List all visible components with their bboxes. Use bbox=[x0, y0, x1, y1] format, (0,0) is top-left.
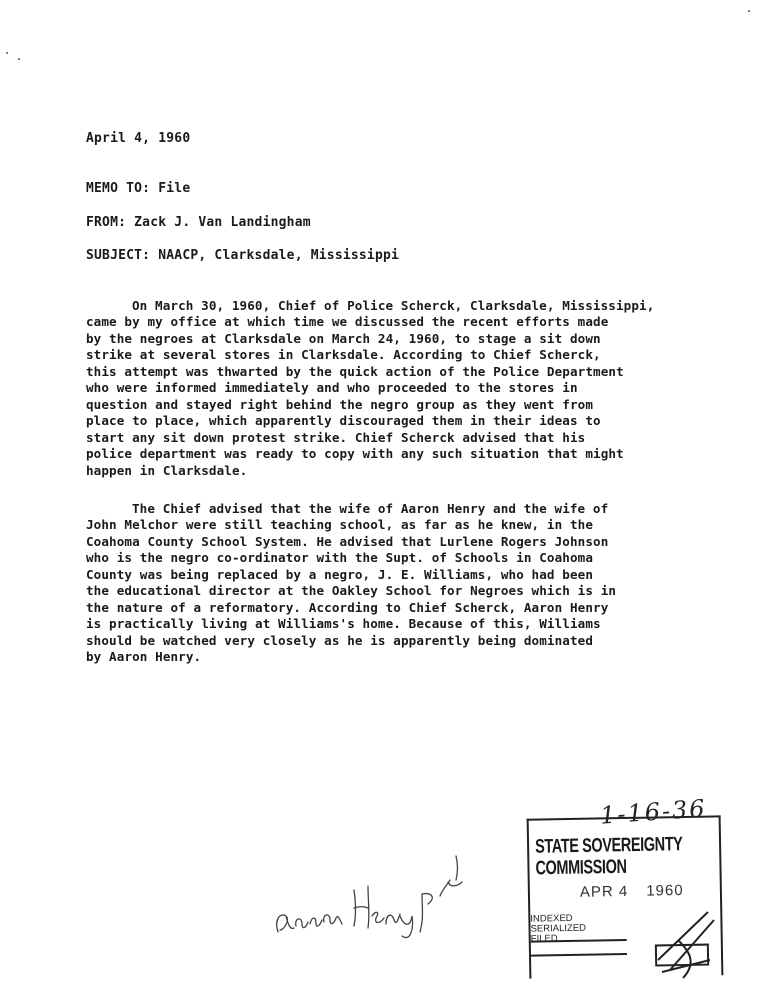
stamp-date-month: APR 4 bbox=[579, 882, 629, 901]
stamp-label-filed: FILED bbox=[530, 933, 558, 945]
scan-speck bbox=[6, 52, 8, 54]
stamp-date-year: 1960 bbox=[646, 881, 684, 900]
paragraph-2-text: The Chief advised that the wife of Aaron Henry and the wife of John Melchor were still teaching school, as far as he knew, in the Coahoma County School System. He advised that Lurlene Rogers Johnson who is the negro co-ordinator with the Supt. of Schools in Coahoma County was being replaced by a negro, J. E. Williams, who had been the educational director at the Oakley School for Negroes which is in the nature of a reformatory. According to Chief Scherck, Aaron Henry is practically living at Williams's home. Because of this, Williams should be watched very closely as he is apparently being dominated by Aaron Henry. bbox=[86, 500, 617, 664]
memo-paragraph-2 bbox=[86, 484, 726, 682]
stamp-label-serialized: SERIALIZED bbox=[530, 922, 587, 935]
paragraph-1-text: On March 30, 1960, Chief of Police Scherck, Clarksdale, Mississippi, came by my office at which time we discussed the recent efforts made by the negroes at Clarksdale on March 24, 1960, to stage a sit down strike at several stores in Clarksdale. According to Chief Scherck, this attempt was thwarted by the quick action of the Police Department who were informed immediately and who proceeded to the stores in question and stayed right behind the negro group as they went from place to place, which apparently discouraged them in their ideas to start any sit down protest strike. Chief Scherck advised that his police department was ready to copy with any such situation that might happen in Clarksdale. bbox=[86, 297, 655, 478]
handwritten-initials bbox=[648, 900, 718, 980]
handwritten-signature-note bbox=[272, 820, 502, 940]
memo-to: MEMO TO: File bbox=[86, 181, 191, 196]
memo-subject: SUBJECT: NAACP, Clarksdale, Mississippi bbox=[86, 248, 400, 263]
scan-speck bbox=[748, 10, 750, 12]
stamp-entry-line bbox=[531, 939, 627, 957]
scan-speck bbox=[18, 58, 20, 60]
stamp-label-indexed: INDEXED bbox=[530, 912, 573, 925]
memo-paragraph-1 bbox=[86, 281, 726, 496]
memo-from: FROM: Zack J. Van Landingham bbox=[86, 215, 311, 230]
stamp-date bbox=[580, 882, 684, 901]
handwritten-file-number: 1-16-36 bbox=[599, 794, 708, 830]
memo-date: April 4, 1960 bbox=[86, 131, 191, 146]
stamp-title: STATE SOVEREIGNTY COMMISSION bbox=[534, 833, 683, 880]
